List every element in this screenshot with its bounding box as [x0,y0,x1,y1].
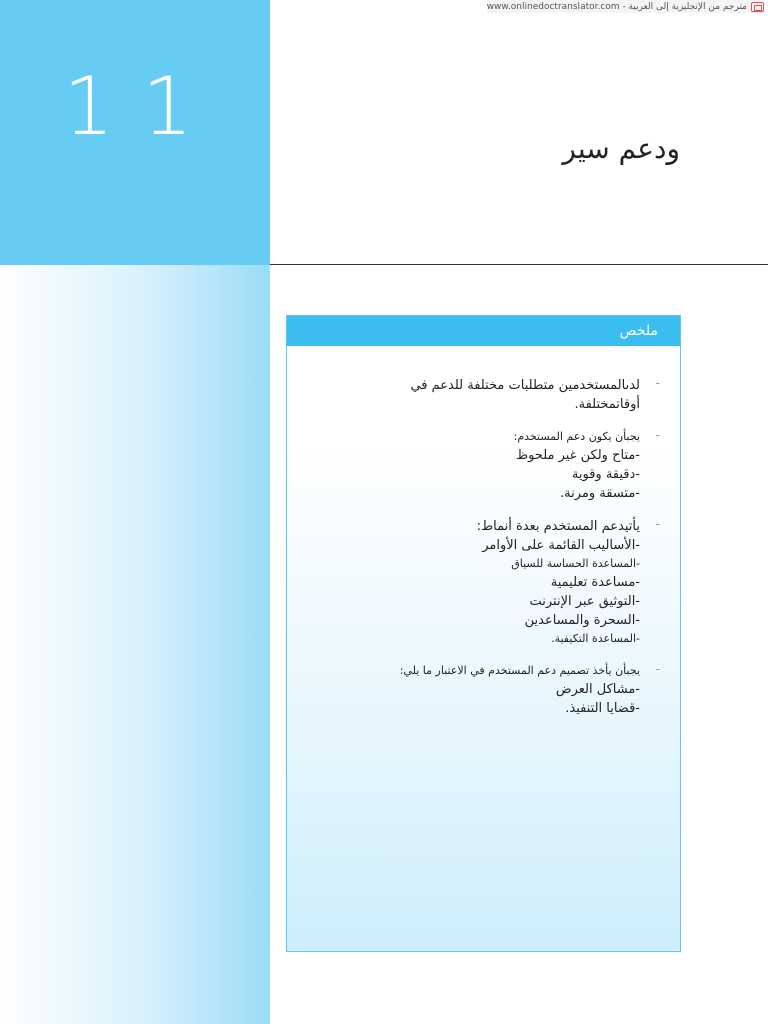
summary-body [287,346,680,718]
summary-line: أوقاتمختلفة. [574,397,640,412]
summary-line: -الأساليب القائمة على الأوامر [482,538,640,553]
header-divider [270,264,768,265]
summary-line: -المساعدة الحساسة للسياق [511,557,640,570]
summary-box [286,315,681,952]
summary-header: ملخص [287,316,680,346]
left-gradient-panel [0,265,270,1024]
summary-line: يجبأن يأخذ تصميم دعم المستخدم في الاعتبار ما يلي: [399,664,640,677]
translator-note-text: مترجم من الإنجليزية إلى العربية - www.onlinedoctranslator.com [486,1,747,12]
summary-line: -متسقة ومرنة. [560,486,640,501]
chapter-number: 11 [63,60,221,153]
translator-note[interactable] [487,0,764,13]
summary-line: -دقيقة وقوية [571,467,640,482]
summary-item [327,517,660,648]
bullet-dash: - [655,428,660,442]
chapter-number-panel [0,0,270,265]
summary-line: -قضايا التنفيذ. [565,701,640,716]
summary-item [327,428,660,503]
summary-item [327,662,660,718]
bullet-dash: - [655,662,660,676]
summary-line: -مساعدة تعليمية [550,575,640,590]
summary-line: -مشاكل العرض [555,682,640,697]
summary-line: -التوثيق عبر الإنترنت [529,594,640,609]
chapter-title: ودعم سير [562,132,680,165]
bullet-dash: - [655,376,660,390]
summary-line: يأتيدعم المستخدم بعدة أنماط: [476,519,640,534]
document-translate-icon [751,2,764,12]
summary-line: -السحرة والمساعدين [524,613,640,628]
summary-line: يجبأن يكون دعم المستخدم: [513,430,640,443]
summary-line: -متاح ولكن غير ملحوظ [516,448,640,463]
summary-item [327,376,660,414]
summary-line: لدىالمستخدمين متطلبات مختلفة للدعم في [410,378,640,393]
summary-line: -المساعدة التكيفية. [551,632,640,645]
bullet-dash: - [655,517,660,531]
